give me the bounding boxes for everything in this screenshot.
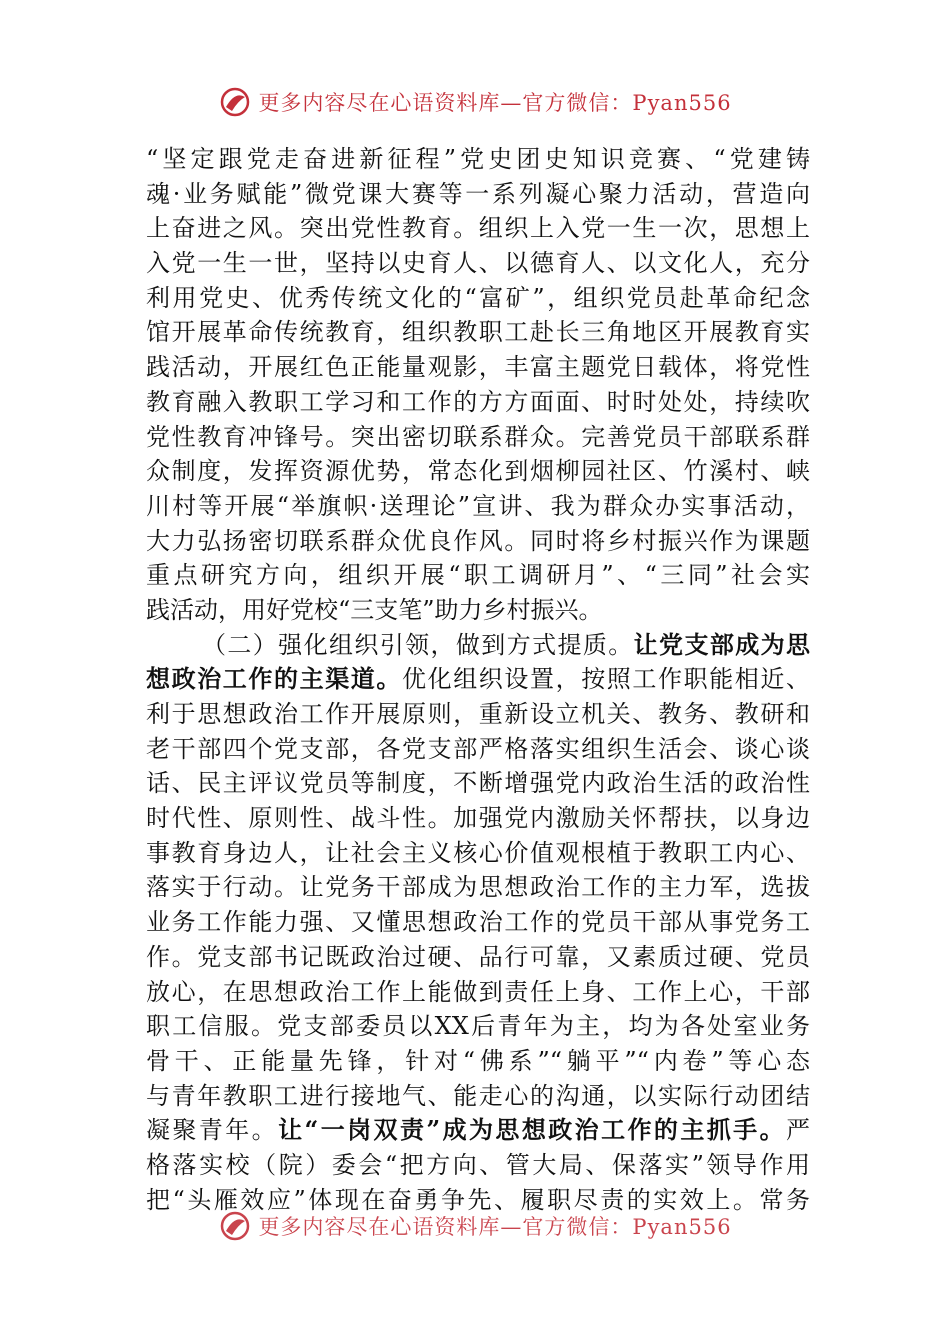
text-line: 上奋进之风。突出党性教育。组织上入党一生一次，思想上 [146, 214, 810, 243]
text-line: 职工信服。党支部委员以XX后青年为主，均为各处室业务 [146, 1012, 810, 1041]
section-heading-line [146, 628, 810, 663]
text-line: “坚定跟党走奋进新征程”党史团史知识竞赛、“党建铸 [146, 145, 810, 173]
text-line: 践活动，用好党校“三支笔”助力乡村振兴。 [146, 595, 603, 624]
text-line: 党性教育冲锋号。突出密切联系群众。完善党员干部联系群 [146, 422, 810, 451]
text-run: 凝聚青年。 [146, 1116, 279, 1145]
text-line: 作。党支部书记既政治过硬、品行可靠，又素质过硬、党员 [146, 942, 810, 971]
text-run: 严 [786, 1116, 810, 1145]
text-line: 教育融入教职工学习和工作的方方面面、时时处处，持续吹 [146, 387, 810, 416]
text-line: 践活动，开展红色正能量观影，丰富主题党日载体，将党性 [146, 353, 810, 382]
text-line: 重点研究方向，组织开展“职工调研月”、“三同”社会实 [146, 561, 810, 590]
text-line: 业务工作能力强、又懂思想政治工作的党员干部从事党务工 [146, 908, 810, 937]
watermark-text: 更多内容尽在心语资料库—官方微信：Pyan556 [258, 91, 732, 115]
document-body [146, 142, 810, 1217]
text-line: 大力弘扬密切联系群众优良作风。同时将乡村振兴作为课题 [146, 526, 810, 555]
text-line: 骨干、正能量先锋，针对“佛系”“躺平”“内卷”等心态 [146, 1046, 810, 1075]
text-line: 放心，在思想政治工作上能做到责任上身、工作上心，干部 [146, 977, 810, 1006]
watermark-header [0, 82, 950, 122]
text-line: 川村等开展“举旗帜·送理论”宣讲、我为群众办实事活动， [146, 491, 810, 520]
watermark-logo-icon [218, 1209, 252, 1243]
bold-subheading: 想政治工作的主渠道。 [146, 664, 402, 694]
text-line [146, 1113, 810, 1148]
text-line: 格落实校（院）委会“把方向、管大局、保落实”领导作用 [146, 1150, 810, 1179]
text-line: 把“头雁效应”体现在奋勇争先、履职尽责的实效上。常务 [146, 1185, 810, 1214]
bold-subheading: 让党支部成为思 [633, 629, 811, 659]
text-line: 入党一生一世，坚持以史育人、以德育人、以文化人，充分 [146, 249, 810, 278]
watermark-footer [0, 1206, 950, 1246]
watermark-text: 更多内容尽在心语资料库—官方微信：Pyan556 [258, 1215, 732, 1239]
text-run: 优化组织设置，按照工作职能相近、 [402, 665, 810, 694]
text-line: 话、民主评议党员等制度，不断增强党内政治生活的政治性 [146, 769, 810, 798]
text-line: 魂·业务赋能”微党课大赛等一系列凝心聚力活动，营造向 [146, 179, 810, 208]
text-line: 馆开展革命传统教育，组织教职工赴长三角地区开展教育实 [146, 318, 810, 347]
text-line: 老干部四个党支部，各党支部严格落实组织生活会、谈心谈 [146, 734, 810, 763]
text-line: 利用党史、优秀传统文化的“富矿”，组织党员赴革命纪念 [146, 283, 810, 312]
text-line [146, 662, 810, 697]
text-line: 利于思想政治工作开展原则，重新设立机关、教务、教研和 [146, 700, 810, 728]
section-heading: （二）强化组织引领，做到方式提质。 [202, 630, 634, 659]
text-line: 与青年教职工进行接地气、能走心的沟通，以实际行动团结 [146, 1081, 810, 1110]
text-line: 众制度，发挥资源优势，常态化到烟柳园社区、竹溪村、峡 [146, 457, 810, 486]
text-line: 事教育身边人，让社会主义核心价值观根植于教职工内心、 [146, 838, 810, 867]
watermark-logo-icon [218, 85, 252, 119]
text-line: 时代性、原则性、战斗性。加强党内激励关怀帮扶，以身边 [146, 804, 810, 833]
bold-subheading: 让“一岗双责”成为思想政治工作的主抓手。 [278, 1115, 786, 1145]
text-line: 落实于行动。让党务干部成为思想政治工作的主力军，选拔 [146, 873, 810, 902]
